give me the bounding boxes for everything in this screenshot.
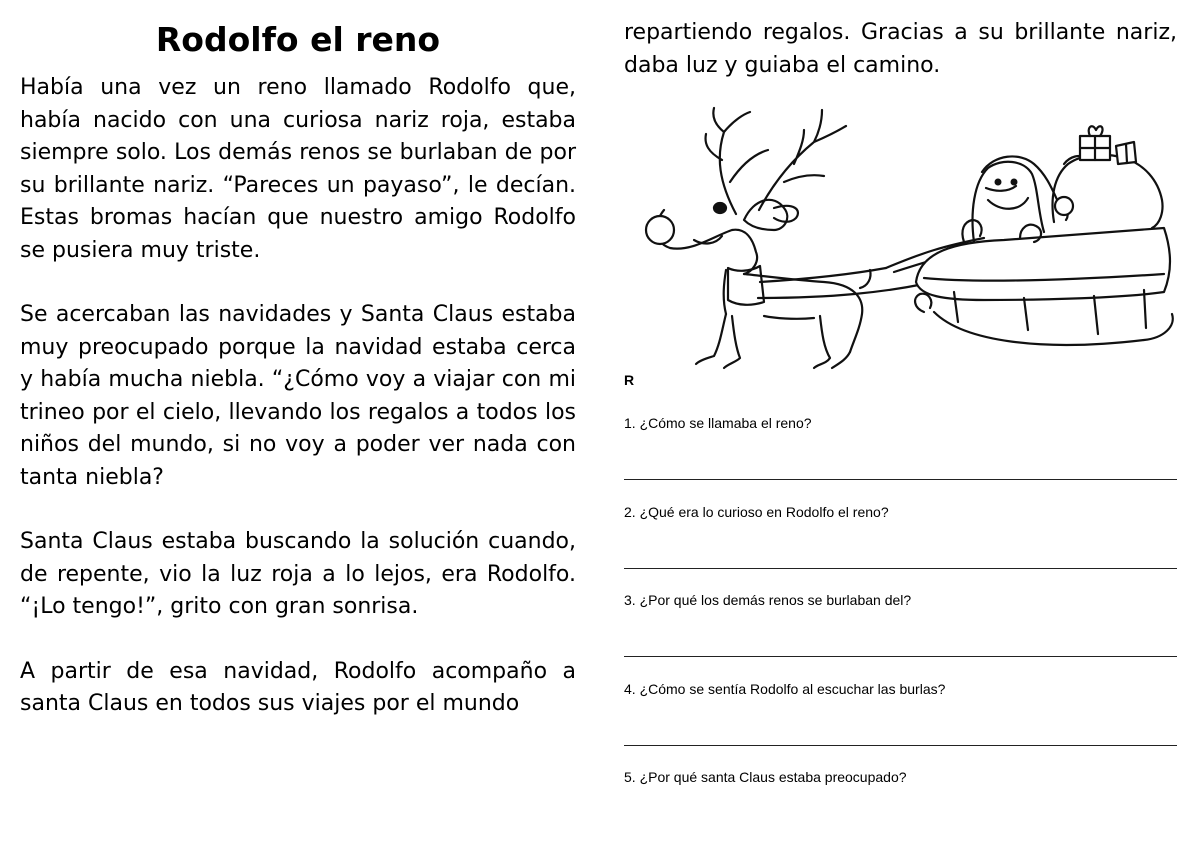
answer-line[interactable] — [624, 656, 1177, 657]
story-paragraph: Se acercaban las navidades y Santa Claus estaba muy preocupado porque la navidad estaba cerca y había mucha niebla. “¿Cómo voy a viajar con mi trineo por el cielo, llevando los regalos a todos los niños del mundo, si no voy a poder ver nada con tanta niebla? — [20, 302, 576, 490]
question-item — [624, 592, 1177, 681]
story-paragraph: Había una vez un reno llamado Rodolfo que, había nacido con una curiosa nariz roja, estaba siempre solo. Los demás renos se burlaban de por su brillante nariz. “Pareces un payaso”, le decían. Estas bromas hacían que nuestro amigo Rodolfo se pusiera muy triste. — [20, 75, 576, 263]
story-continuation — [624, 17, 1177, 82]
question-text: 2. ¿Qué era lo curioso en Rodolfo el reno? — [624, 503, 889, 520]
story-paragraph-continued: repartiendo regalos. Gracias a su brillante nariz, daba luz y guiaba el camino. — [624, 20, 1177, 78]
questions-list — [624, 415, 1177, 858]
answer-line[interactable] — [624, 745, 1177, 746]
question-item — [624, 415, 1177, 504]
question-item — [624, 681, 1177, 770]
answer-line[interactable] — [624, 568, 1177, 569]
reindeer-sleigh-santa-illustration — [624, 102, 1180, 392]
question-text: 5. ¿Por qué santa Claus estaba preocupado? — [624, 769, 907, 785]
question-text: 1. ¿Cómo se llamaba el reno? — [624, 415, 812, 431]
story-column — [20, 18, 576, 753]
question-text: 4. ¿Cómo se sentía Rodolfo al escuchar las burlas? — [624, 680, 946, 697]
caption-fragment: R — [624, 372, 635, 388]
story-paragraph: Santa Claus estaba buscando la solución cuando, de repente, vio la luz roja a lo lejos, era Rodolfo. “¡Lo tengo!”, grito con gran sonrisa. — [20, 529, 576, 619]
question-item — [624, 504, 1177, 593]
answer-line[interactable] — [624, 479, 1177, 480]
story-text — [20, 72, 576, 721]
question-text: 3. ¿Por qué los demás renos se burlaban del? — [624, 592, 912, 608]
story-paragraph: A partir de esa navidad, Rodolfo acompaño a santa Claus en todos sus viajes por el mundo — [20, 658, 576, 716]
question-item — [624, 769, 1177, 858]
page-title: Rodolfo el reno — [155, 20, 441, 59]
antlers-icon — [706, 108, 846, 214]
